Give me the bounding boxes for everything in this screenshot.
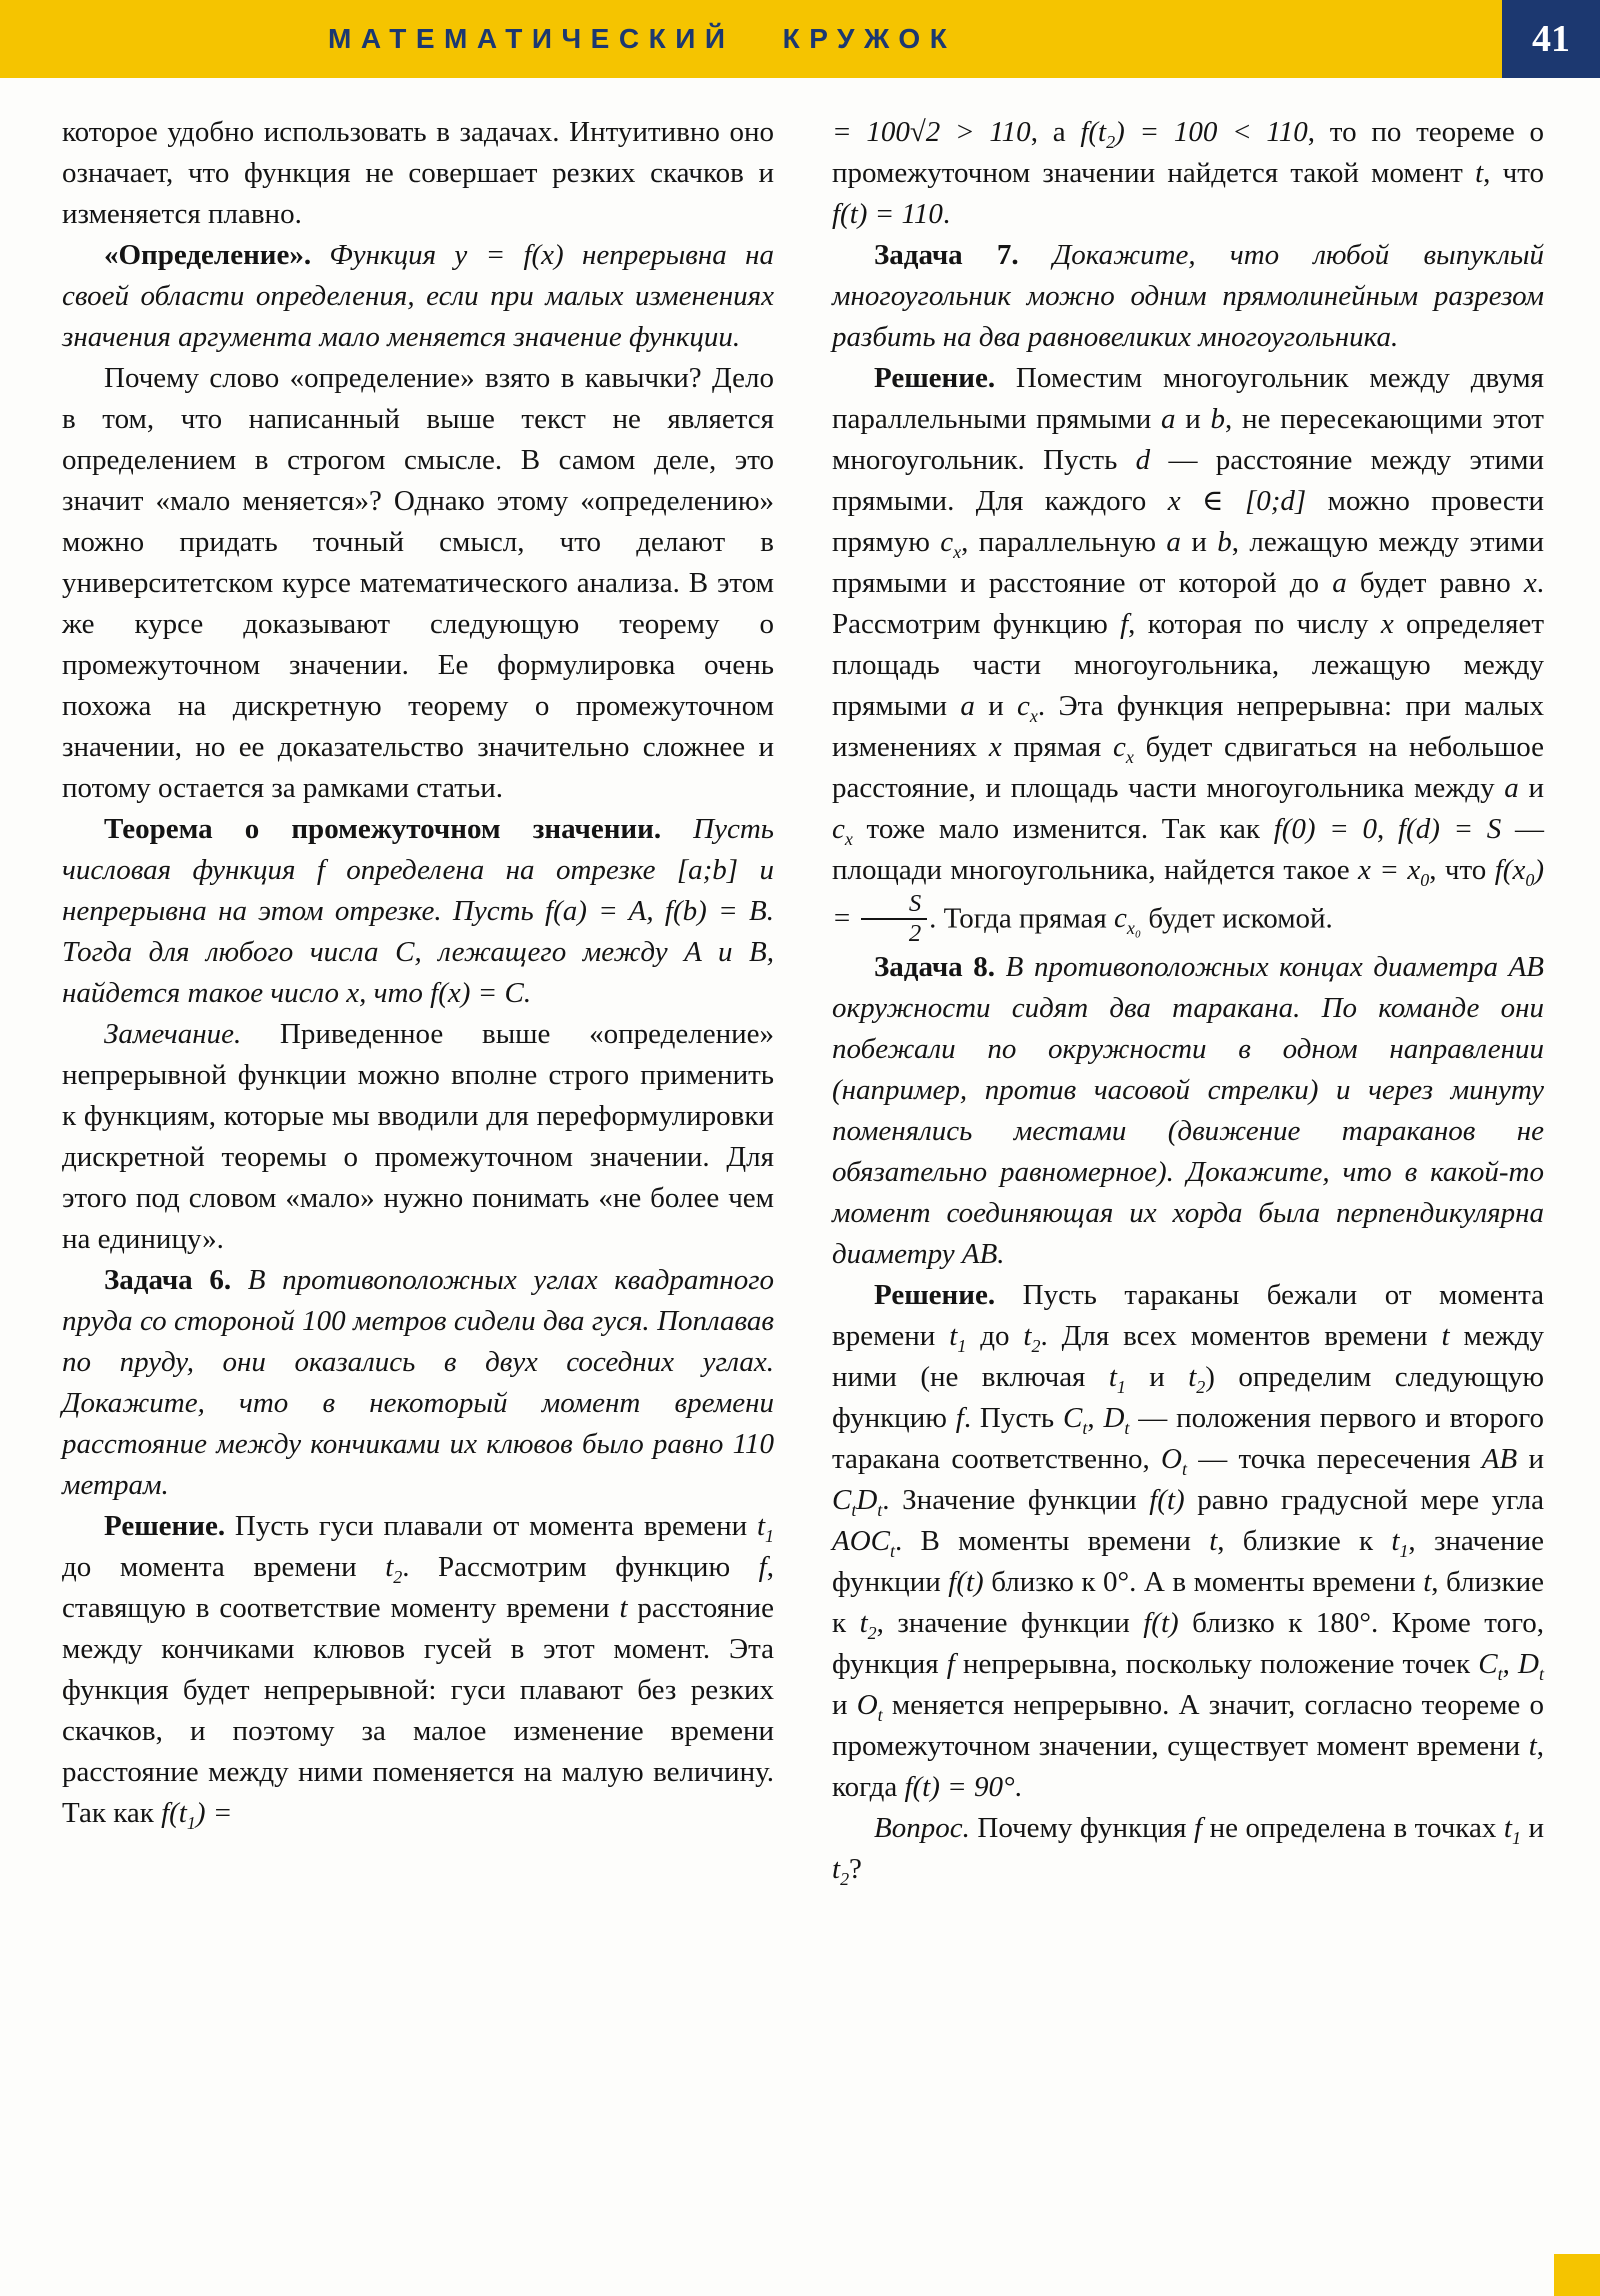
paragraph xyxy=(62,1014,774,1260)
text-run: тоже мало изменится. Так как xyxy=(852,813,1274,845)
text-run: $c_x$ xyxy=(832,813,853,849)
text-run: Решение. xyxy=(874,362,996,394)
text-run: t xyxy=(1528,1729,1537,1762)
article-body xyxy=(0,78,1600,2296)
text-run: t xyxy=(1475,157,1484,189)
text-run: — расстояние между этими прямыми. Для каждого xyxy=(832,444,1544,517)
text-run: Почему слово «определение» взято в кавычки? Дело в том, что написанный выше текст не является определением в строгом смысле. В самом деле, это значит «мало меняется»? Однако этому «определению» можно придать точный смысл, что делают в университетском курсе математического анализа. В этом же курсе доказывают следующую теорему о промежуточном значении. Ее формулировка очень похожа на дискретную теорему о промежуточном значении, но ее доказательство значительно сложнее и потому остается за рамками статьи. xyxy=(62,362,774,804)
text-run: , лежащую между этими прямыми и расстояние от которой до xyxy=(832,526,1544,599)
paragraph xyxy=(832,235,1544,358)
text-run: a xyxy=(1504,772,1519,804)
text-run: которое удобно использовать в задачах. Интуитивно оно означает, что функция не совершает резких скачков и изменяется плавно. xyxy=(62,116,774,230)
text-run: . Рассмотрим функцию xyxy=(832,567,1544,640)
text-run: Пусть гуси плавали от момента времени xyxy=(225,1510,757,1542)
paragraph xyxy=(62,112,774,235)
paragraph xyxy=(832,1808,1544,1890)
text-run: и xyxy=(832,1688,857,1721)
text-run: меняется непрерывно. А значит, согласно теореме о промежуточном значении, существует момент времени xyxy=(832,1688,1544,1762)
text-run: будет равно xyxy=(1346,567,1524,599)
text-run: Задача 6. xyxy=(104,1264,232,1296)
text-run: $AOC_t$ xyxy=(832,1524,895,1561)
paragraph xyxy=(832,1275,1544,1808)
text-run: можно провести прямую xyxy=(832,485,1544,558)
text-run: Функция y = f(x) непрерывна на своей области определения, если при малых изменениях значения аргумента мало меняется значение функции. xyxy=(62,239,774,353)
text-run: $t_1$ xyxy=(1503,1811,1521,1848)
text-run: $O_t$ xyxy=(1161,1442,1187,1479)
text-run: между ними (не включая xyxy=(832,1319,1544,1393)
text-run: Задача 7. xyxy=(874,239,1019,271)
text-run: . xyxy=(942,198,951,230)
text-run: прямая xyxy=(1001,731,1114,763)
text-run: , не пересекающими этот многоугольник. Пусть xyxy=(832,403,1544,476)
text-run: и xyxy=(1180,526,1218,558)
text-run: f(t) xyxy=(1143,1606,1179,1639)
text-run: f xyxy=(758,1551,767,1583)
text-run: t xyxy=(1209,1524,1218,1557)
text-run: $c_x$ xyxy=(1113,731,1134,767)
text-run: Приведенное выше «определение» непрерывной функции можно вполне строго применить к функциям, которые мы вводили для переформулировки дискретной теоремы о промежуточном значении. Для этого под словом «мало» нужно понимать «не более чем на единицу». xyxy=(62,1018,774,1255)
text-run: $c_x$ xyxy=(940,526,962,562)
text-run: до момента времени xyxy=(62,1551,386,1583)
fraction: $\frac{S}{2}$ xyxy=(861,891,927,947)
text-run: f xyxy=(946,1647,955,1680)
paragraph xyxy=(832,358,1544,947)
text-run: t xyxy=(1423,1565,1432,1598)
text-run: определяет площадь части многоугольника, лежащую между прямыми xyxy=(832,608,1545,722)
text-run: x xyxy=(988,731,1002,763)
text-run: Решение. xyxy=(104,1510,226,1542)
text-run: близко к 0°. А в моменты времени xyxy=(983,1565,1424,1598)
text-run: $C_t$ xyxy=(1478,1647,1503,1684)
text-run: , значение функции xyxy=(832,1524,1544,1598)
paragraph xyxy=(62,1506,774,1834)
text-run: будет искомой. xyxy=(1141,902,1333,935)
text-run: и xyxy=(1520,1811,1544,1844)
text-run: f(t) = 110 xyxy=(832,198,943,230)
text-run: $c_x$ xyxy=(1017,690,1038,726)
text-run: $C_tD_t$ xyxy=(832,1483,883,1520)
text-run: f xyxy=(1194,1811,1203,1844)
text-run: $t_2$ xyxy=(1188,1360,1206,1397)
text-run: , а xyxy=(1030,116,1081,148)
text-run: $f(x_0)$ = xyxy=(832,854,1544,935)
text-run: d xyxy=(1135,444,1151,476)
text-run: и xyxy=(1125,1360,1189,1393)
text-run: x xyxy=(1523,567,1537,599)
text-run: Задача 8. xyxy=(874,950,996,983)
text-run: $t_2$ xyxy=(832,1852,850,1889)
text-run: t xyxy=(1441,1319,1450,1352)
text-run: $f(t_1)$ = xyxy=(161,1797,233,1833)
text-run: и xyxy=(1518,772,1544,804)
corner-accent xyxy=(1554,2254,1600,2296)
text-run: . Пусть xyxy=(963,1401,1063,1434)
text-run: , близкие к xyxy=(832,1565,1544,1639)
text-run: f(t) xyxy=(1149,1483,1185,1516)
paragraph xyxy=(62,235,774,358)
text-run: В противоположных концах диаметра AB окружности сидят два таракана. По команде они побежали по окружности в одном направлении (например, против часовой стрелки) и через минуту поменялись местами (движение тараканов не обязательно равномерное). Докажите, что в какой-то момент соединяющая их хорда была перпендикулярна диаметру AB. xyxy=(832,950,1545,1270)
text-run: f(t) = 90° xyxy=(904,1770,1015,1803)
text-run: и xyxy=(1517,1442,1545,1475)
paragraph xyxy=(832,112,1544,235)
text-run: . Рассмотрим функцию xyxy=(402,1551,759,1583)
text-run: Докажите, что любой выпуклый многоугольник можно одним прямолинейным разрезом разбить на два равновеликих многоугольника. xyxy=(832,239,1544,353)
text-run: $t_2$ xyxy=(1023,1319,1041,1356)
text-run: $t_2$ xyxy=(385,1551,403,1587)
text-run: расстояние между кончиками клювов гусей в этот момент. Эта функция будет непрерывной: гуси плавают без резких скачков, и поэтому за малое изменение времени расстояние между ними поменяется на малую величину. Так как xyxy=(62,1592,774,1829)
text-run: близко к 180°. Кроме того, функция xyxy=(832,1606,1544,1680)
text-run: a xyxy=(1161,403,1176,435)
text-run: b xyxy=(1217,526,1232,558)
section-title: МАТЕМАТИЧЕСКИЙ КРУЖОК xyxy=(328,23,957,54)
text-run: $c_{x_0}$ xyxy=(1114,902,1142,939)
text-run: Замечание. xyxy=(104,1018,242,1050)
text-run: ) определим следующую функцию xyxy=(832,1360,1544,1434)
text-run: , когда xyxy=(832,1729,1544,1803)
text-run: , что xyxy=(1483,157,1544,189)
text-run: Пусть тараканы бежали от момента времени xyxy=(832,1278,1544,1352)
text-run: , значение функции xyxy=(876,1606,1144,1639)
text-run: , ставящую в соответствие моменту времени xyxy=(62,1551,774,1624)
text-run: x ∈ [0;d] xyxy=(1167,485,1307,517)
text-run: = 100√2 > 110 xyxy=(832,116,1031,148)
text-run: , что xyxy=(1429,854,1495,886)
text-run: a xyxy=(1166,526,1181,558)
text-run: $t_1$ xyxy=(1108,1360,1126,1397)
text-run: t xyxy=(619,1592,628,1624)
text-run: $t_1$ xyxy=(949,1319,967,1356)
text-run: , то по теореме о промежуточном значении найдется такой момент xyxy=(832,116,1545,189)
text-run: будет сдвигаться на небольшое расстояние, и площадь части многоугольника между xyxy=(832,731,1544,804)
text-run: f(0) = 0 xyxy=(1273,813,1378,845)
text-run: не определена в точках xyxy=(1202,1811,1504,1844)
right-column xyxy=(832,112,1544,2266)
text-run: Решение. xyxy=(874,1278,996,1311)
text-run: — положения первого и второго таракана соответственно, xyxy=(832,1401,1544,1475)
text-run: , которая по числу xyxy=(1128,608,1381,640)
journal-header xyxy=(0,0,1600,78)
text-run: Пусть числовая функция f определена на отрезке [a;b] и непрерывна на этом отрезке. Пусть f(a) = A, f(b) = B. Тогда для любого числа C, лежащего между A и B, найдется такое число x, что f(x) = C. xyxy=(62,813,774,1009)
text-run: a xyxy=(1332,567,1347,599)
text-run: $C_t$ xyxy=(1063,1401,1088,1438)
text-run: $x = x_0$ xyxy=(1358,854,1430,890)
text-run: $t_1$ xyxy=(756,1510,774,1546)
text-run: — точка пересечения xyxy=(1186,1442,1482,1475)
text-run: Теорема о промежуточном значении. xyxy=(104,813,662,845)
text-run: Почему функция xyxy=(969,1811,1195,1844)
text-run: ? xyxy=(849,1852,862,1885)
text-run: , близкие к xyxy=(1217,1524,1392,1557)
text-run: Поместим многоугольник между двумя параллельными прямыми xyxy=(832,362,1544,435)
text-run: f xyxy=(1120,608,1129,640)
text-run: a xyxy=(960,690,975,722)
paragraph xyxy=(62,358,774,809)
text-run: x xyxy=(1380,608,1394,640)
left-column xyxy=(62,112,774,2266)
text-run: . Эта функция непрерывна: при малых изменениях xyxy=(832,690,1544,763)
text-run: $O_t$ xyxy=(856,1688,883,1725)
text-run: Вопрос. xyxy=(874,1811,970,1844)
text-run: $t_1$ xyxy=(1391,1524,1409,1561)
paragraph xyxy=(62,1260,774,1506)
text-run: . В моменты времени xyxy=(895,1524,1210,1557)
text-run: , xyxy=(1377,813,1398,845)
text-run: , параллельную xyxy=(961,526,1167,558)
text-run: f(d) = S xyxy=(1397,813,1502,845)
text-run: — площади многоугольника, найдется такое xyxy=(832,813,1544,886)
text-run: $t_2$ xyxy=(859,1606,877,1643)
text-run: , xyxy=(1087,1401,1104,1434)
text-run: . xyxy=(1014,1770,1022,1803)
text-run: f(t) xyxy=(948,1565,984,1598)
text-run: . Тогда прямая xyxy=(929,902,1114,935)
text-run: $D_t$ xyxy=(1103,1401,1130,1438)
text-run: и xyxy=(974,690,1018,722)
text-run: «Определение». xyxy=(104,239,312,271)
text-run: , xyxy=(1502,1647,1519,1680)
paragraph xyxy=(62,809,774,1014)
text-run: В противоположных углах квадратного пруда со стороной 100 метров сидели два гуся. Поплавав по пруду, они оказались в двух соседних углах. Докажите, что в некоторый момент времени расстояние между кончиками их клювов было равно 110 метрам. xyxy=(62,1264,775,1501)
text-run: f xyxy=(955,1401,964,1434)
text-run: . Значение функции xyxy=(882,1483,1150,1516)
page-number-badge xyxy=(1502,0,1600,78)
text-run: до xyxy=(966,1319,1024,1352)
text-run: $f(t_2) = 100 < 110$ xyxy=(1080,116,1308,152)
text-run: $D_t$ xyxy=(1518,1647,1544,1684)
paragraph xyxy=(832,947,1544,1275)
text-run: b xyxy=(1210,403,1226,435)
text-run: AB xyxy=(1481,1442,1518,1475)
page-number: 41 xyxy=(1532,18,1570,60)
text-run: равно градусной мере угла xyxy=(1184,1483,1544,1516)
text-run: непрерывна, поскольку положение точек xyxy=(954,1647,1479,1680)
text-run: . Для всех моментов времени xyxy=(1040,1319,1442,1352)
text-run: и xyxy=(1175,403,1211,435)
